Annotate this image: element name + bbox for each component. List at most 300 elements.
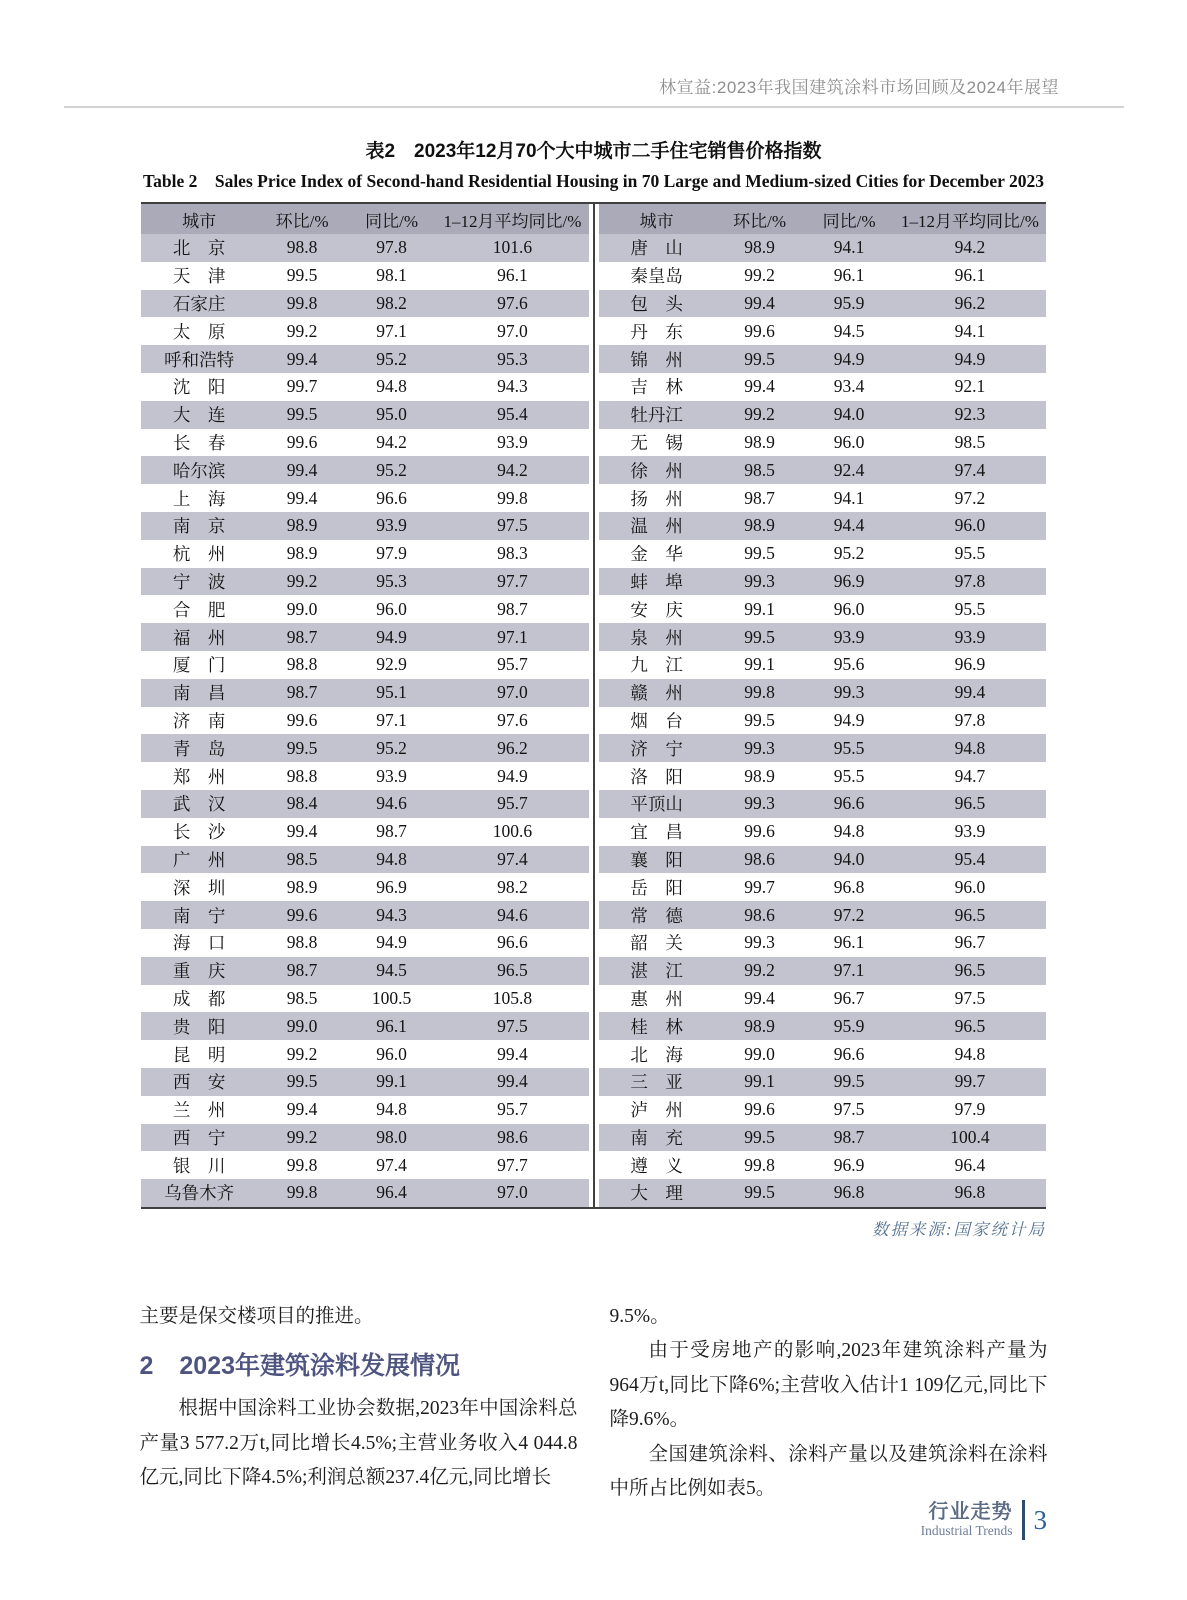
paragraph: 根据中国涂料工业协会数据,2023年中国涂料总产量3 577.2万t,同比增长4.5%;主营业务收入4 044.8亿元,同比下降4.5%;利润总额237.4亿元,同比增长 bbox=[139, 1398, 578, 1489]
table-row bbox=[141, 540, 589, 568]
section-number: 2 bbox=[139, 1352, 154, 1381]
header-divider-rule bbox=[64, 106, 1124, 108]
city-name: 泸 州 bbox=[630, 1100, 683, 1121]
city-name: 乌鲁木齐 bbox=[141, 1179, 257, 1207]
column-header-yoy: 同比/% bbox=[347, 204, 437, 234]
city-name: 福 州 bbox=[141, 623, 257, 651]
table-row bbox=[599, 317, 1047, 345]
page-number: 3 bbox=[1033, 1504, 1047, 1535]
yoy-value: 96.6 bbox=[376, 487, 407, 508]
avg-value: 92.3 bbox=[894, 401, 1046, 429]
city-name: 宁 波 bbox=[141, 568, 257, 596]
avg-value: 92.1 bbox=[954, 376, 986, 397]
table-row bbox=[599, 1012, 1047, 1040]
city-name: 平顶山 bbox=[599, 790, 715, 818]
body-left-column bbox=[140, 1300, 578, 1507]
city-name: 泉 州 bbox=[599, 623, 715, 651]
city-name: 南 宁 bbox=[141, 901, 257, 929]
yoy-value: 95.2 bbox=[347, 456, 437, 484]
table-row bbox=[141, 595, 589, 623]
city-name: 郑 州 bbox=[172, 766, 226, 787]
table-header-row bbox=[141, 204, 589, 234]
column-header-city: 城市 bbox=[141, 204, 257, 234]
avg-value: 97.7 bbox=[497, 1154, 528, 1175]
avg-value: 97.5 bbox=[436, 512, 588, 540]
mom-value: 98.9 bbox=[257, 512, 347, 540]
avg-value: 97.8 bbox=[894, 568, 1046, 596]
yoy-value: 95.0 bbox=[347, 401, 437, 429]
city-name: 大 连 bbox=[141, 401, 257, 429]
mom-value: 99.3 bbox=[715, 790, 805, 818]
yoy-value: 95.6 bbox=[833, 654, 865, 675]
table-row bbox=[141, 846, 589, 874]
body-text bbox=[140, 1300, 1048, 1507]
avg-value: 95.5 bbox=[954, 598, 986, 619]
city-name: 上 海 bbox=[172, 488, 226, 509]
table-row bbox=[141, 234, 589, 262]
city-name: 扬 州 bbox=[630, 488, 683, 509]
mom-value: 99.7 bbox=[286, 376, 318, 397]
yoy-value: 99.3 bbox=[804, 679, 894, 707]
mom-value: 99.6 bbox=[286, 709, 318, 730]
city-name: 海 口 bbox=[172, 933, 226, 954]
city-name: 银 川 bbox=[172, 1155, 226, 1176]
mom-value: 98.6 bbox=[715, 901, 805, 929]
city-name: 徐 州 bbox=[599, 456, 715, 484]
mom-value: 99.5 bbox=[744, 709, 775, 730]
yoy-value: 94.0 bbox=[804, 846, 894, 874]
table-row bbox=[599, 429, 1047, 457]
table-row bbox=[599, 873, 1047, 901]
table-row bbox=[599, 790, 1047, 818]
city-name: 赣 州 bbox=[599, 679, 715, 707]
mom-value: 99.8 bbox=[257, 1179, 347, 1207]
avg-value: 97.4 bbox=[436, 846, 588, 874]
avg-value: 97.9 bbox=[954, 1099, 986, 1120]
mom-value: 98.5 bbox=[286, 987, 318, 1008]
mom-value: 98.8 bbox=[286, 932, 318, 953]
yoy-value: 92.9 bbox=[376, 654, 407, 675]
avg-value: 96.0 bbox=[894, 512, 1046, 540]
avg-value: 94.1 bbox=[954, 320, 986, 341]
yoy-value: 95.5 bbox=[833, 765, 865, 786]
table-row bbox=[141, 484, 589, 512]
city-name: 湛 江 bbox=[599, 957, 715, 985]
table-row bbox=[599, 1040, 1047, 1068]
avg-value: 94.9 bbox=[497, 765, 528, 786]
city-name: 杭 州 bbox=[172, 544, 226, 565]
yoy-value: 93.9 bbox=[376, 765, 407, 786]
column-header-yoy: 同比/% bbox=[804, 204, 894, 234]
yoy-value: 96.0 bbox=[376, 598, 407, 619]
city-name: 天 津 bbox=[172, 266, 226, 287]
city-name: 成 都 bbox=[172, 988, 226, 1009]
city-name: 大 理 bbox=[599, 1179, 715, 1207]
mom-value: 99.1 bbox=[715, 1068, 805, 1096]
table-row bbox=[599, 1179, 1047, 1207]
table-row bbox=[141, 623, 589, 651]
avg-value: 99.8 bbox=[497, 487, 528, 508]
avg-value: 96.9 bbox=[954, 654, 986, 675]
avg-value: 97.0 bbox=[436, 679, 588, 707]
yoy-value: 94.9 bbox=[833, 709, 865, 730]
table-row bbox=[599, 568, 1047, 596]
mom-value: 99.5 bbox=[257, 401, 347, 429]
footer-label-zh: 行业走势 bbox=[928, 1501, 1013, 1523]
city-name: 兰 州 bbox=[172, 1100, 226, 1121]
mom-value: 99.5 bbox=[715, 623, 805, 651]
avg-value: 97.5 bbox=[436, 1012, 588, 1040]
yoy-value: 96.0 bbox=[376, 1043, 407, 1064]
yoy-value: 94.8 bbox=[376, 1099, 407, 1120]
city-name: 长 沙 bbox=[172, 822, 226, 843]
city-name: 北 京 bbox=[141, 234, 257, 262]
mom-value: 99.6 bbox=[744, 821, 775, 842]
avg-value: 94.8 bbox=[894, 734, 1046, 762]
table-title-en: Table 2 Sales Price Index of Second-hand Residential Housing in 70 Large and Medium-sized Cities for December 2023 bbox=[143, 171, 1044, 191]
avg-value: 105.8 bbox=[492, 987, 533, 1008]
avg-value: 98.5 bbox=[954, 431, 986, 452]
yoy-value: 97.4 bbox=[376, 1154, 407, 1175]
mom-value: 99.5 bbox=[257, 734, 347, 762]
table-row bbox=[599, 1151, 1047, 1179]
column-header-mom: 环比/% bbox=[257, 204, 347, 234]
mom-value: 98.9 bbox=[744, 765, 775, 786]
avg-value: 95.3 bbox=[436, 345, 588, 373]
avg-value: 97.6 bbox=[497, 709, 528, 730]
table-row bbox=[141, 762, 589, 790]
table-row bbox=[599, 1124, 1047, 1152]
avg-value: 97.0 bbox=[497, 320, 528, 341]
table-row bbox=[141, 373, 589, 401]
yoy-value: 98.0 bbox=[347, 1124, 437, 1152]
city-name: 九 江 bbox=[630, 655, 683, 676]
avg-value: 95.4 bbox=[894, 846, 1046, 874]
table-row bbox=[141, 873, 589, 901]
yoy-value: 95.5 bbox=[804, 734, 894, 762]
running-head: 林宣益:2023年我国建筑涂料市场回顾及2024年展望 bbox=[659, 78, 1059, 97]
mom-value: 99.8 bbox=[257, 290, 347, 318]
mom-value: 99.0 bbox=[257, 1012, 347, 1040]
avg-value: 101.6 bbox=[436, 234, 588, 262]
mom-value: 98.8 bbox=[286, 765, 318, 786]
mom-value: 99.2 bbox=[715, 401, 805, 429]
yoy-value: 96.7 bbox=[833, 987, 865, 1008]
city-name: 桂 林 bbox=[599, 1012, 715, 1040]
avg-value: 96.2 bbox=[894, 290, 1046, 318]
city-name: 唐 山 bbox=[599, 234, 715, 262]
avg-value: 99.4 bbox=[894, 679, 1046, 707]
avg-value: 98.3 bbox=[497, 543, 528, 564]
mom-value: 99.2 bbox=[715, 957, 805, 985]
table-row bbox=[141, 734, 589, 762]
table-row bbox=[141, 512, 589, 540]
section-title: 2023年建筑涂料发展情况 bbox=[179, 1352, 461, 1381]
city-name: 蚌 埠 bbox=[599, 568, 715, 596]
city-name: 沈 阳 bbox=[172, 377, 226, 398]
price-index-table bbox=[141, 202, 1046, 1209]
yoy-value: 96.9 bbox=[376, 876, 407, 897]
yoy-value: 94.8 bbox=[833, 821, 865, 842]
yoy-value: 98.7 bbox=[804, 1124, 894, 1152]
yoy-value: 94.4 bbox=[804, 512, 894, 540]
yoy-value: 99.5 bbox=[804, 1068, 894, 1096]
table-row bbox=[141, 345, 589, 373]
table-row bbox=[141, 1068, 589, 1096]
table-row bbox=[141, 1179, 589, 1207]
city-name: 秦皇岛 bbox=[630, 266, 683, 287]
table-row bbox=[599, 957, 1047, 985]
yoy-value: 97.5 bbox=[833, 1099, 865, 1120]
table-row bbox=[599, 345, 1047, 373]
avg-value: 97.1 bbox=[436, 623, 588, 651]
city-name: 广 州 bbox=[141, 846, 257, 874]
table-row bbox=[599, 901, 1047, 929]
avg-value: 95.7 bbox=[497, 654, 528, 675]
avg-value: 100.4 bbox=[894, 1124, 1046, 1152]
avg-value: 93.9 bbox=[954, 821, 986, 842]
footer-labels bbox=[921, 1501, 1022, 1539]
mom-value: 99.2 bbox=[257, 1124, 347, 1152]
city-name: 南 昌 bbox=[141, 679, 257, 707]
mom-value: 98.9 bbox=[744, 431, 775, 452]
mom-value: 99.4 bbox=[286, 487, 318, 508]
table-row bbox=[141, 317, 589, 345]
avg-value: 98.7 bbox=[497, 598, 528, 619]
table-row bbox=[599, 234, 1047, 262]
yoy-value: 94.9 bbox=[376, 932, 407, 953]
city-name: 吉 林 bbox=[630, 377, 683, 398]
avg-value: 95.7 bbox=[497, 1099, 528, 1120]
yoy-value: 97.8 bbox=[347, 234, 437, 262]
mom-value: 99.6 bbox=[286, 431, 318, 452]
yoy-value: 93.4 bbox=[833, 376, 865, 397]
mom-value: 98.5 bbox=[715, 456, 805, 484]
avg-value: 99.7 bbox=[894, 1068, 1046, 1096]
mom-value: 99.7 bbox=[744, 876, 775, 897]
avg-value: 96.5 bbox=[894, 1012, 1046, 1040]
city-name: 深 圳 bbox=[172, 877, 226, 898]
yoy-value: 95.2 bbox=[347, 734, 437, 762]
city-name: 韶 关 bbox=[630, 933, 683, 954]
mom-value: 98.9 bbox=[715, 512, 805, 540]
yoy-value: 94.5 bbox=[833, 320, 865, 341]
yoy-value: 94.0 bbox=[804, 401, 894, 429]
table-row bbox=[141, 985, 589, 1013]
paragraph: 由于受房地产的影响,2023年建筑涂料产量为964万t,同比下降6%;主营收入估计1 109亿元,同比下降9.6%。 bbox=[609, 1340, 1048, 1431]
yoy-value: 97.1 bbox=[376, 709, 407, 730]
yoy-value: 94.5 bbox=[347, 957, 437, 985]
mom-value: 99.1 bbox=[744, 598, 775, 619]
avg-value: 98.6 bbox=[436, 1124, 588, 1152]
yoy-value: 95.9 bbox=[804, 1012, 894, 1040]
mom-value: 98.9 bbox=[715, 1012, 805, 1040]
avg-value: 96.1 bbox=[954, 265, 986, 286]
yoy-value: 94.8 bbox=[376, 376, 407, 397]
avg-value: 100.6 bbox=[492, 821, 533, 842]
mom-value: 99.4 bbox=[744, 987, 775, 1008]
avg-value: 94.9 bbox=[894, 345, 1046, 373]
avg-value: 95.4 bbox=[436, 401, 588, 429]
paragraph-continuation: 9.5%。 bbox=[609, 1305, 670, 1327]
mom-value: 99.6 bbox=[744, 320, 775, 341]
table-row bbox=[141, 818, 589, 846]
avg-value: 96.4 bbox=[954, 1154, 986, 1175]
city-name: 丹 东 bbox=[630, 321, 683, 342]
city-name: 遵 义 bbox=[630, 1155, 683, 1176]
avg-value: 94.2 bbox=[894, 234, 1046, 262]
table-row bbox=[599, 373, 1047, 401]
yoy-value: 96.6 bbox=[804, 790, 894, 818]
mom-value: 98.4 bbox=[257, 790, 347, 818]
city-name: 襄 阳 bbox=[599, 846, 715, 874]
yoy-value: 95.2 bbox=[833, 543, 865, 564]
yoy-value: 96.1 bbox=[347, 1012, 437, 1040]
city-name: 安 庆 bbox=[630, 599, 683, 620]
table-row bbox=[599, 985, 1047, 1013]
city-name: 洛 阳 bbox=[630, 766, 683, 787]
yoy-value: 95.9 bbox=[804, 290, 894, 318]
mom-value: 99.5 bbox=[257, 1068, 347, 1096]
yoy-value: 94.9 bbox=[347, 623, 437, 651]
mom-value: 99.2 bbox=[744, 265, 775, 286]
mom-value: 98.7 bbox=[257, 957, 347, 985]
mom-value: 98.6 bbox=[715, 846, 805, 874]
table-row bbox=[141, 568, 589, 596]
city-name: 哈尔滨 bbox=[141, 456, 257, 484]
yoy-value: 94.8 bbox=[347, 846, 437, 874]
table-row bbox=[141, 929, 589, 957]
city-name: 济 南 bbox=[172, 710, 226, 731]
mom-value: 99.3 bbox=[715, 568, 805, 596]
table-row bbox=[141, 262, 589, 290]
yoy-value: 95.2 bbox=[347, 345, 437, 373]
paragraph: 全国建筑涂料、涂料产量以及建筑涂料在涂料中所占比例如表5。 bbox=[609, 1443, 1048, 1500]
avg-value: 94.3 bbox=[497, 376, 528, 397]
paragraph-continuation: 主要是保交楼项目的推进。 bbox=[139, 1305, 374, 1327]
avg-value: 96.6 bbox=[497, 932, 528, 953]
mom-value: 98.5 bbox=[257, 846, 347, 874]
yoy-value: 94.9 bbox=[804, 345, 894, 373]
column-header-mom: 环比/% bbox=[715, 204, 805, 234]
avg-value: 97.7 bbox=[436, 568, 588, 596]
mom-value: 99.0 bbox=[744, 1043, 775, 1064]
table-row bbox=[599, 651, 1047, 679]
avg-value: 96.5 bbox=[894, 901, 1046, 929]
yoy-value: 92.4 bbox=[804, 456, 894, 484]
city-name: 三 亚 bbox=[599, 1068, 715, 1096]
mom-value: 98.9 bbox=[286, 876, 318, 897]
city-name: 北 海 bbox=[630, 1044, 683, 1065]
city-name: 重 庆 bbox=[141, 957, 257, 985]
table-row bbox=[141, 901, 589, 929]
yoy-value: 96.9 bbox=[833, 1154, 865, 1175]
yoy-value: 98.7 bbox=[376, 821, 407, 842]
mom-value: 99.8 bbox=[715, 679, 805, 707]
city-name: 南 充 bbox=[599, 1124, 715, 1152]
city-name: 烟 台 bbox=[630, 710, 683, 731]
mom-value: 99.5 bbox=[744, 543, 775, 564]
table-row bbox=[599, 262, 1047, 290]
yoy-value: 95.3 bbox=[347, 568, 437, 596]
table-row bbox=[599, 540, 1047, 568]
column-header-city: 城市 bbox=[599, 204, 715, 234]
price-index-table-left bbox=[141, 204, 589, 1207]
avg-value: 99.4 bbox=[497, 1043, 528, 1064]
table-header-row bbox=[599, 204, 1047, 234]
yoy-value: 96.8 bbox=[833, 876, 865, 897]
yoy-value: 97.1 bbox=[804, 957, 894, 985]
table-row bbox=[599, 762, 1047, 790]
table-row bbox=[599, 734, 1047, 762]
table-row bbox=[599, 1096, 1047, 1124]
city-name: 石家庄 bbox=[141, 290, 257, 318]
yoy-value: 94.1 bbox=[804, 234, 894, 262]
column-header-avg: 1–12月平均同比/% bbox=[894, 204, 1046, 234]
yoy-value: 96.0 bbox=[833, 431, 865, 452]
avg-value: 96.5 bbox=[436, 957, 588, 985]
avg-value: 97.6 bbox=[436, 290, 588, 318]
city-name: 宜 昌 bbox=[630, 822, 683, 843]
table-row bbox=[141, 1124, 589, 1152]
table-row bbox=[141, 1040, 589, 1068]
city-name: 牡丹江 bbox=[599, 401, 715, 429]
city-name: 呼和浩特 bbox=[141, 345, 257, 373]
table-row bbox=[599, 290, 1047, 318]
avg-value: 96.7 bbox=[954, 932, 986, 953]
city-name: 包 头 bbox=[599, 290, 715, 318]
table-row bbox=[599, 679, 1047, 707]
avg-value: 97.4 bbox=[894, 456, 1046, 484]
mom-value: 99.4 bbox=[744, 376, 775, 397]
avg-value: 97.0 bbox=[436, 1179, 588, 1207]
mom-value: 99.6 bbox=[257, 901, 347, 929]
mom-value: 99.3 bbox=[744, 932, 775, 953]
body-right-column bbox=[610, 1300, 1048, 1507]
yoy-value: 96.4 bbox=[347, 1179, 437, 1207]
mom-value: 98.7 bbox=[744, 487, 775, 508]
table-row bbox=[141, 290, 589, 318]
mom-value: 98.9 bbox=[715, 234, 805, 262]
mom-value: 99.4 bbox=[257, 456, 347, 484]
yoy-value: 94.6 bbox=[347, 790, 437, 818]
yoy-value: 98.2 bbox=[347, 290, 437, 318]
yoy-value: 97.2 bbox=[804, 901, 894, 929]
city-name: 西 宁 bbox=[141, 1124, 257, 1152]
city-name: 青 岛 bbox=[141, 734, 257, 762]
mom-value: 99.5 bbox=[715, 1124, 805, 1152]
yoy-value: 98.1 bbox=[376, 265, 407, 286]
mom-value: 99.2 bbox=[286, 1043, 318, 1064]
yoy-value: 93.9 bbox=[347, 512, 437, 540]
mom-value: 98.7 bbox=[257, 679, 347, 707]
yoy-value: 94.2 bbox=[376, 431, 407, 452]
city-name: 昆 明 bbox=[172, 1044, 226, 1065]
city-name: 武 汉 bbox=[141, 790, 257, 818]
data-source-note: 数据来源:国家统计局 bbox=[872, 1219, 1046, 1239]
avg-value: 96.8 bbox=[894, 1179, 1046, 1207]
table-row bbox=[599, 1068, 1047, 1096]
column-header-avg: 1–12月平均同比/% bbox=[436, 204, 588, 234]
avg-value: 97.5 bbox=[954, 987, 986, 1008]
mom-value: 99.0 bbox=[286, 598, 318, 619]
yoy-value: 96.9 bbox=[804, 568, 894, 596]
yoy-value: 96.0 bbox=[833, 598, 865, 619]
mom-value: 99.8 bbox=[286, 1154, 318, 1175]
table-row bbox=[141, 1096, 589, 1124]
avg-value: 94.2 bbox=[436, 456, 588, 484]
city-name: 合 肥 bbox=[172, 599, 226, 620]
